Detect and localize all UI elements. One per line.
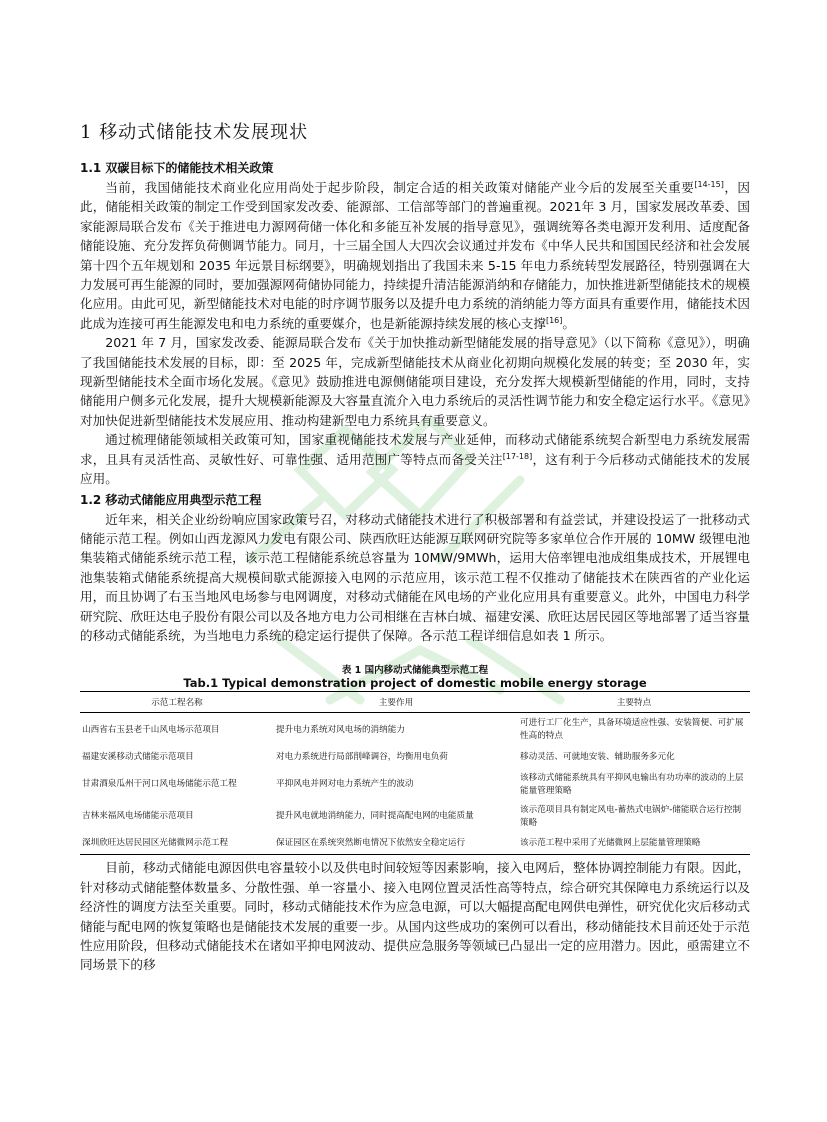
section-title: 1 移动式储能技术发展现状 xyxy=(80,122,309,143)
subsection-title-1-1: 1.1 双碳目标下的储能技术相关政策 xyxy=(80,161,274,175)
table-cell: 提升电力系统对风电场的消纳能力 xyxy=(276,724,405,735)
table-cell: 移动灵活、可就地安装、辅助服务多元化 xyxy=(520,752,675,763)
table-header: 主要特点 xyxy=(616,698,652,709)
table-cell: 吉林来福风电场储能示范项目 xyxy=(82,811,194,822)
table-cell: 可进行工厂化生产，具备环境适应性强、安装简便、可扩展性高的特点 xyxy=(520,718,744,742)
table-cell: 该示范工程中采用了光储微网上层能量管理策略 xyxy=(520,838,701,849)
table-row xyxy=(80,833,750,855)
table-cell: 保证园区在系统突然断电情况下依然安全稳定运行 xyxy=(276,838,466,849)
subsection-title-1-2: 1.2 移动式储能应用典型示范工程 xyxy=(80,492,262,507)
page-body xyxy=(80,118,750,975)
table-row xyxy=(80,713,750,747)
table-cell: 提升风电就地消纳能力，同时提高配电网的电能质量 xyxy=(276,811,474,822)
table-caption-en: Tab.1 Typical demonstration project of domestic mobile energy storage xyxy=(183,676,647,691)
table-cell: 甘肃酒泉瓜州干河口风电场储能示范工程 xyxy=(82,779,237,790)
table-header: 示范工程名称 xyxy=(151,698,203,709)
paragraph-2: 2021 年 7 月，国家发改委、能源局联合发布《关于加快推动新型储能发展的指导意见》（以下简称《意见》），明确了我国储能技术发展的目标，即：至 2025 年，完成新型储能技术从商业化初期向规模化发展的转变；至 2030 年，实现新型储能技术全面市场化发展。《意见》鼓励推进电源侧储能项目建设，充分发挥大规模新型储能的作用，同时，支持储能用户侧多元化发展，提升大规模新能源及大容量直流介入电力系统后的灵活性调节能力和安全稳定运行水平。《意见》对加快促进新型储能技术发展应用、推动构建新型电力系统具有重要意义。 xyxy=(80,335,750,428)
table-cell: 深圳欣旺达居民园区光储微网示范工程 xyxy=(82,838,229,849)
paragraph-1: 当前，我国储能技术商业化应用尚处于起步阶段，制定合适的相关政策对储能产业今后的发展至关重要[14-15]，因此，储能相关政策的制定工作受到国家发改委、能源部、工信部等部门的普遍重视。2021年 3 月，国家发展改革委、国家能源局联合发布《关于推进电力源网荷储一体化和多能互补发展的指导意见》，强调统筹各类电源开发利用、适度配备储能设施、充分发挥负荷侧调节能力。同月，十三届全国人大四次会议通过并发布《中华人民共和国国民经济和社会发展第十四个五年规划和 2035 年远景目标纲要》，明确规划指出了我国未来 5-15 年电力系统转型发展路径，特别强调在大力发展可再生能源的同时，要加强源网荷储协同能力，持续提升清洁能源消纳和存储能力，加快推进新型储能技术的规模化应用。由此可见，新型储能技术对电能的时序调节服务以及提升电力系统的消纳能力等方面具有重要作用，储能技术因此成为连接可再生能源发电和电力系统的重要媒介，也是新能源持续发展的核心支撑[16]。 xyxy=(80,179,751,331)
table-header: 主要作用 xyxy=(378,698,414,709)
paragraph-5: 目前，移动式储能电源因供电容量较小以及供电时间较短等因素影响，接入电网后，整体协调控制能力有限。因此，针对移动式储能整体数量多、分散性强、单一容量小、接入电网位置灵活性高等特点，综合研究其保障电力系统运行以及经济性的调度方法至关重要。同时，移动式储能技术作为应急电源，可以大幅提高配电网供电弹性，研究优化灾后移动式储能与配电网的恢复策略也是储能技术发展的重要一步。从国内这些成功的案例可以看出，移动储能技术目前还处于示范性应用阶段，但移动式储能技术在诸如平抑电网波动、提供应急服务等领域已凸显出一定的应用潜力。因此，亟需建立不同场景下的移 xyxy=(80,860,750,973)
table-cell: 平抑风电并网对电力系统产生的波动 xyxy=(276,779,414,790)
table-caption-cn: 表 1 国内移动式储能典型示范工程 xyxy=(341,665,489,677)
table-cell: 该示范项目具有制定风电-蓄热式电锅炉-储能联合运行控制策略 xyxy=(520,804,742,828)
table-cell: 山西省右玉县老千山风电场示范项目 xyxy=(82,724,220,735)
paragraph-3: 通过梳理储能领域相关政策可知，国家重视储能技术发展与产业延伸，而移动式储能系统契合新型电力系统发展需求，且具有灵活性高、灵敏性好、可靠性强、适用范围广等特点而备受关注[17-18]，这有利于今后移动式储能技术的发展应用。 xyxy=(80,432,751,487)
table-row xyxy=(80,747,750,769)
table-row xyxy=(80,769,750,801)
table-cell: 该移动式储能系统具有平抑风电输出有功功率的波动的上层能量管理策略 xyxy=(520,772,744,796)
table-header-row xyxy=(80,692,750,713)
table-row xyxy=(80,801,750,833)
citation[interactable]: [17-18] xyxy=(502,451,533,461)
citation[interactable]: [16] xyxy=(545,315,563,325)
table-caption xyxy=(80,662,750,690)
citation[interactable]: [14-15] xyxy=(694,179,724,189)
table-cell: 福建安溪移动式储能示范项目 xyxy=(82,752,194,763)
table-cell: 对电力系统进行局部削峰调谷，均衡用电负荷 xyxy=(276,752,448,763)
paragraph-4: 近年来，相关企业纷纷响应国家政策号召，对移动式储能技术进行了积极部署和有益尝试，并建设投运了一批移动式储能示范工程。例如山西龙源风力发电有限公司、陕西欣旺达能源互联网研究院等多家单位合作开展的 10MW 级锂电池集装箱式储能系统示范工程，该示范工程储能系统总容量为 10MW/9MWh，运用大倍率锂电池成组集成技术，开展锂电池集装箱式储能系统提高大规模间歇式能源接入电网的示范应用，该示范工程不仅推动了储能技术在陕西省的产业化运用，而且协调了右玉当地风电场参与电网调度，对移动式储能在风电场的产业化应用具有重要意义。此外，中国电力科学研究院、欣旺达电子股份有限公司以及各地方电力公司相继在吉林白城、福建安溪、欣旺达居民园区等地部署了适当容量的移动式储能系统，为当地电力系统的稳定运行提供了保障。各示范工程详细信息如表 1 所示。 xyxy=(80,511,750,643)
demo-projects-table xyxy=(80,691,750,855)
